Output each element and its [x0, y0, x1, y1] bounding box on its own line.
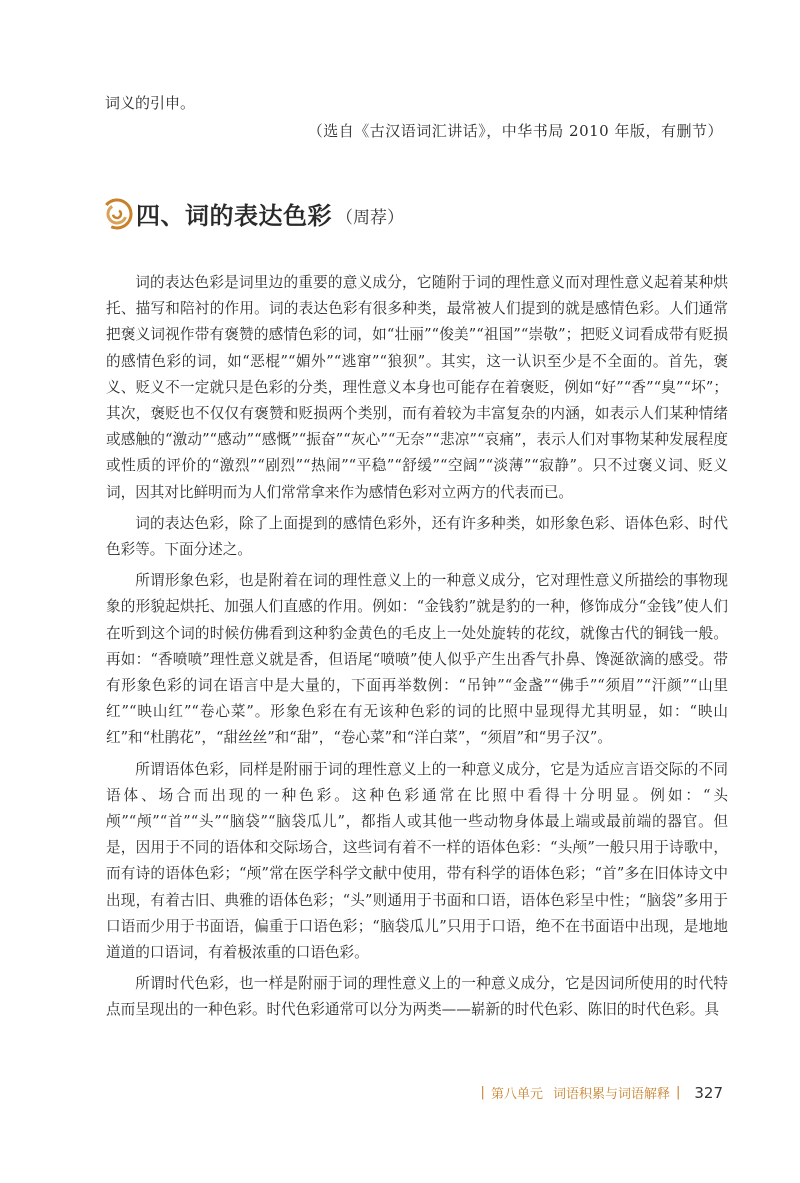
source-citation: （选自《古汉语词汇讲话》，中华书局 2010 年版，有删节） — [307, 122, 723, 140]
section-title: 四、词的表达色彩 — [136, 202, 332, 230]
footer-divider: | — [675, 1085, 681, 1100]
paragraph: 所谓语体色彩，同样是附丽于词的理性意义上的一种意义成分，它是为适应言语交际的不同语体、场合而出现的一种色彩。这种色彩通常在比照中看得十分明显。例如：“头颅”“颅”“首”“头”“脑袋”“脑袋瓜儿”，都指人或其他一些动物身体最上端或最前端的器官。但是，因用于不同的语体和交际场合，这些词有着不一样的语体色彩：“头颅”一般只用于诗歌中，而有诗的语体色彩；“颅”常在医学科学文献中使用，带有科学的语体色彩；“首”多在旧体诗文中出现，有着古旧、典雅的语体色彩；“头”则通用于书面和口语，语体色彩呈中性；“脑袋”多用于口语而少用于书面语，偏重于口语色彩；“脑袋瓜儿”只用于口语，绝不在书面语中出现，是地地道道的口语词，有着极浓重的口语色彩。 — [106, 760, 728, 962]
section-author: （周荐） — [336, 207, 404, 228]
paragraph: 词的表达色彩是词里边的重要的意义成分，它随附于词的理性意义而对理性意义起着某种烘托、描写和陪衬的作用。词的表达色彩有很多种类，最常被人们提到的就是感情色彩。人们通常把褒义词视作带有褒赞的感情色彩的词，如“壮丽”“俊美”“祖国”“崇敬”；把贬义词看成带有贬损的感情色彩的词，如“恶棍”“媚外”“逃窜”“狼狈”。其实，这一认识至少是不全面的。首先，褒义、贬义不一定就只是色彩的分类，理性意义本身也可能存在着褒贬，例如“好”“香”“臭”“坏”；其次，褒贬也不仅仅有褒赞和贬损两个类别，而有着较为丰富复杂的内涵，如表示人们某种情绪或感触的“激动”“感动”“感慨”“振奋”“灰心”“无奈”“悲凉”“哀痛”，表示人们对事物某种发展程度或性质的评价的“激烈”“剧烈”“热闹”“平稳”“舒缓”“空阔”“淡薄”“寂静”。只不过褒义词、贬义词，因其对比鲜明而为人们常常拿来作为感情色彩对立两方的代表而已。 — [106, 274, 728, 501]
paragraph: 词的表达色彩，除了上面提到的感情色彩外，还有许多种类，如形象色彩、语体色彩、时代色彩等。下面分述之。 — [106, 514, 728, 559]
footer-title: 词语积累与词语解释 — [552, 1087, 670, 1102]
continued-text-line: 词义的引申。 — [105, 94, 196, 112]
section-heading — [100, 196, 404, 231]
paragraph: 所谓时代色彩，也一样是附丽于词的理性意义上的一种意义成分，它是因词所使用的时代特点而呈现出的一种色彩。时代色彩通常可以分为两类——崭新的时代色彩、陈旧的时代色彩。具 — [106, 975, 728, 1019]
page-number: 327 — [694, 1083, 723, 1102]
body-text — [106, 270, 728, 1029]
page-footer — [475, 1083, 723, 1102]
paragraph: 所谓形象色彩，也是附着在词的理性意义上的一种意义成分，它对理性意义所描绘的事物现象的形貌起烘托、加强人们直感的作用。例如：“金钱豹”就是豹的一种，修饰成分“金钱”使人们在听到这个词的时候仿佛看到这种豹金黄色的毛皮上一处处旋转的花纹，就像古代的铜钱一般。再如：“香喷喷”理性意义就是香，但语尾“喷喷”使人似乎产生出香气扑鼻、馋涎欲滴的感受。带有形象色彩的词在语言中是大量的，下面再举数例：“吊钟”“金盏”“佛手”“须眉”“汗颜”“山里红”“映山红”“卷心菜”。形象色彩在有无该种色彩的词的比照中显现得尤其明显，如：“映山红”和“杜鹃花”，“甜丝丝”和“甜”，“卷心菜”和“洋白菜”，“须眉”和“男子汉”。 — [106, 572, 728, 747]
footer-divider: | — [480, 1085, 485, 1100]
swirl-icon — [100, 197, 134, 231]
footer-unit: 第八单元 — [490, 1087, 543, 1102]
